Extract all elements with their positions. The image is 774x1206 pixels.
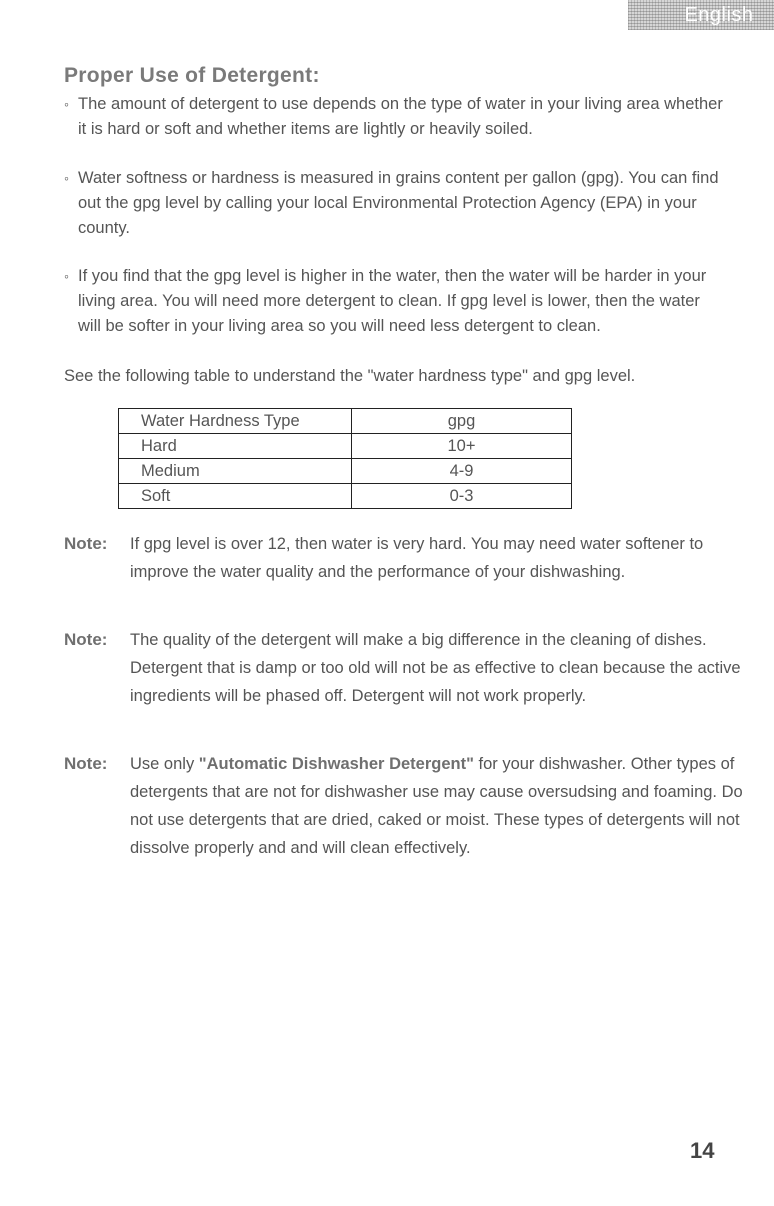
note-text: The quality of the detergent will make a big difference in the cleaning of dishes. Detergent that is damp or too old will not be as effective to clean because the active ingredients will be phased off. Detergent will not work properly. (130, 631, 741, 705)
table-cell-gpg: 0-3 (352, 484, 572, 509)
table-row (119, 484, 572, 509)
water-hardness-table (118, 408, 572, 509)
note-text (64, 750, 744, 862)
table-header-row (119, 409, 572, 434)
bullet-item (64, 264, 724, 339)
table-cell-type: Medium (119, 459, 352, 484)
table-header-type: Water Hardness Type (119, 409, 352, 434)
bullet-item (64, 166, 724, 241)
table-intro: See the following table to understand the "water hardness type" and gpg level. (64, 367, 636, 385)
bullet-marker: ◦ (64, 96, 69, 112)
table-row (119, 434, 572, 459)
section-title: Proper Use of Detergent: (64, 64, 320, 87)
table-header-gpg: gpg (352, 409, 572, 434)
table-cell-type: Hard (119, 434, 352, 459)
language-label: English (684, 3, 754, 26)
table-cell-gpg: 10+ (352, 434, 572, 459)
bullet-marker: ◦ (64, 170, 69, 186)
bullet-text: Water softness or hardness is measured in grains content per gallon (gpg). You can find out the gpg level by calling your local Environmental Protection Agency (EPA) in your county. (78, 169, 719, 237)
bullet-item (64, 92, 724, 142)
table-cell-type: Soft (119, 484, 352, 509)
note-text-pre: Use only (130, 755, 199, 773)
page-number: 14 (690, 1138, 715, 1163)
table-row (119, 459, 572, 484)
note-text: If gpg level is over 12, then water is very hard. You may need water softener to improve the water quality and the performance of your dishwashing. (130, 535, 704, 581)
bullet-text: The amount of detergent to use depends on the type of water in your living area whether it is hard or soft and whether items are lightly or heavily soiled. (78, 95, 723, 138)
note-text-post: for your dishwasher. Other types of detergents that are not for dishwasher use may cause oversudsing and foaming. Do not use detergents that are dried, caked or moist. These types of detergents will not dissolve properly and and will clean effectively. (130, 755, 743, 857)
table-cell-gpg: 4-9 (352, 459, 572, 484)
note-block (64, 530, 744, 586)
note-block (64, 626, 744, 710)
note-block (64, 750, 744, 862)
bullet-text: If you find that the gpg level is higher in the water, then the water will be harder in your living area. You will need more detergent to clean. If gpg level is lower, then the water will be softer in your living area so you will need less detergent to clean. (78, 267, 707, 335)
note-emphasis: "Automatic Dishwasher Detergent" (198, 755, 474, 773)
note-label: Note: (64, 754, 108, 773)
language-tab (628, 0, 774, 30)
bullet-marker: ◦ (64, 268, 69, 284)
note-label: Note: (64, 534, 108, 553)
note-label: Note: (64, 630, 108, 649)
